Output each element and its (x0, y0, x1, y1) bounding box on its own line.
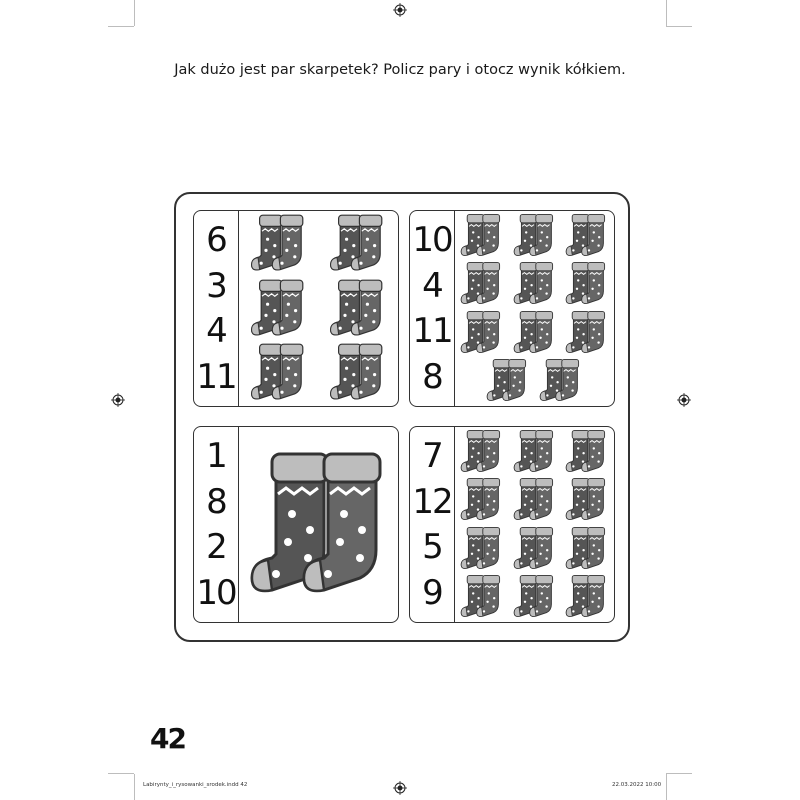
sock-pair-icon (539, 357, 581, 404)
sock-pair-icon (565, 260, 607, 307)
answer-option[interactable]: 8 (206, 481, 226, 522)
page-number: 42 (150, 722, 185, 755)
print-file-slug: Labirynty_i_rysowanki_srodek.indd 42 (143, 782, 248, 788)
answer-option[interactable]: 5 (422, 527, 442, 568)
sock-pair-icon (460, 573, 502, 620)
print-timestamp: 22.03.2022 10:00 (612, 782, 662, 788)
sock-pair-icon (513, 476, 555, 523)
registration-mark-icon (677, 393, 691, 407)
sock-pair-icon (565, 428, 607, 475)
answer-option[interactable]: 1 (206, 435, 226, 476)
sock-pair-icon (329, 341, 385, 403)
crop-mark (108, 773, 134, 774)
sock-picture-area (455, 211, 614, 406)
answer-option[interactable]: 4 (206, 311, 226, 352)
sock-pair-icon (250, 341, 306, 403)
registration-mark-icon (393, 781, 407, 795)
sock-pair-icon (460, 212, 502, 259)
registration-mark-icon (393, 3, 407, 17)
crop-mark (666, 774, 667, 800)
sock-pair-icon (329, 212, 385, 274)
answer-option[interactable]: 11 (196, 357, 236, 398)
sock-pair-icon (250, 212, 306, 274)
sock-pair-icon (565, 573, 607, 620)
crop-mark (134, 0, 135, 26)
crop-mark (134, 774, 135, 800)
crop-mark (666, 0, 667, 26)
crop-mark (666, 26, 692, 27)
sock-pair-icon (248, 446, 388, 602)
counting-panel-2 (409, 210, 615, 407)
sock-pair-icon (460, 309, 502, 356)
answer-options (410, 427, 455, 622)
sock-pair-icon (513, 212, 555, 259)
counting-panel-4 (409, 426, 615, 623)
sock-pair-icon (513, 573, 555, 620)
sock-pair-icon (250, 277, 306, 339)
exercise-frame (174, 192, 630, 642)
crop-mark (666, 773, 692, 774)
sock-pair-icon (460, 260, 502, 307)
registration-mark-icon (111, 393, 125, 407)
answer-option[interactable]: 10 (412, 219, 452, 260)
sock-pair-icon (460, 525, 502, 572)
sock-pair-icon (565, 212, 607, 259)
answer-option[interactable]: 11 (412, 311, 452, 352)
answer-option[interactable]: 10 (196, 573, 236, 614)
sock-pair-icon (460, 476, 502, 523)
answer-option[interactable]: 12 (412, 481, 452, 522)
sock-pair-icon (565, 525, 607, 572)
answer-option[interactable]: 6 (206, 219, 226, 260)
sock-picture-area (239, 211, 398, 406)
answer-option[interactable]: 3 (206, 265, 226, 306)
answer-option[interactable]: 8 (422, 357, 442, 398)
answer-option[interactable]: 7 (422, 435, 442, 476)
answer-options (410, 211, 455, 406)
exercise-instruction: Jak dużo jest par skarpetek? Policz pary i otocz wynik kółkiem. (174, 62, 626, 78)
answer-option[interactable]: 4 (422, 265, 442, 306)
sock-pair-icon (486, 357, 528, 404)
sock-pair-icon (329, 277, 385, 339)
sock-picture-area (455, 427, 614, 622)
answer-options (194, 427, 239, 622)
sock-pair-icon (460, 428, 502, 475)
counting-panel-1 (193, 210, 399, 407)
answer-option[interactable]: 2 (206, 527, 226, 568)
answer-options (194, 211, 239, 406)
crop-mark (108, 26, 134, 27)
answer-option[interactable]: 9 (422, 573, 442, 614)
sock-pair-icon (513, 260, 555, 307)
sock-pair-icon (513, 525, 555, 572)
sock-pair-icon (513, 428, 555, 475)
sock-pair-icon (565, 309, 607, 356)
counting-panel-3 (193, 426, 399, 623)
sock-pair-icon (565, 476, 607, 523)
sock-picture-area (239, 427, 398, 622)
sock-pair-icon (513, 309, 555, 356)
